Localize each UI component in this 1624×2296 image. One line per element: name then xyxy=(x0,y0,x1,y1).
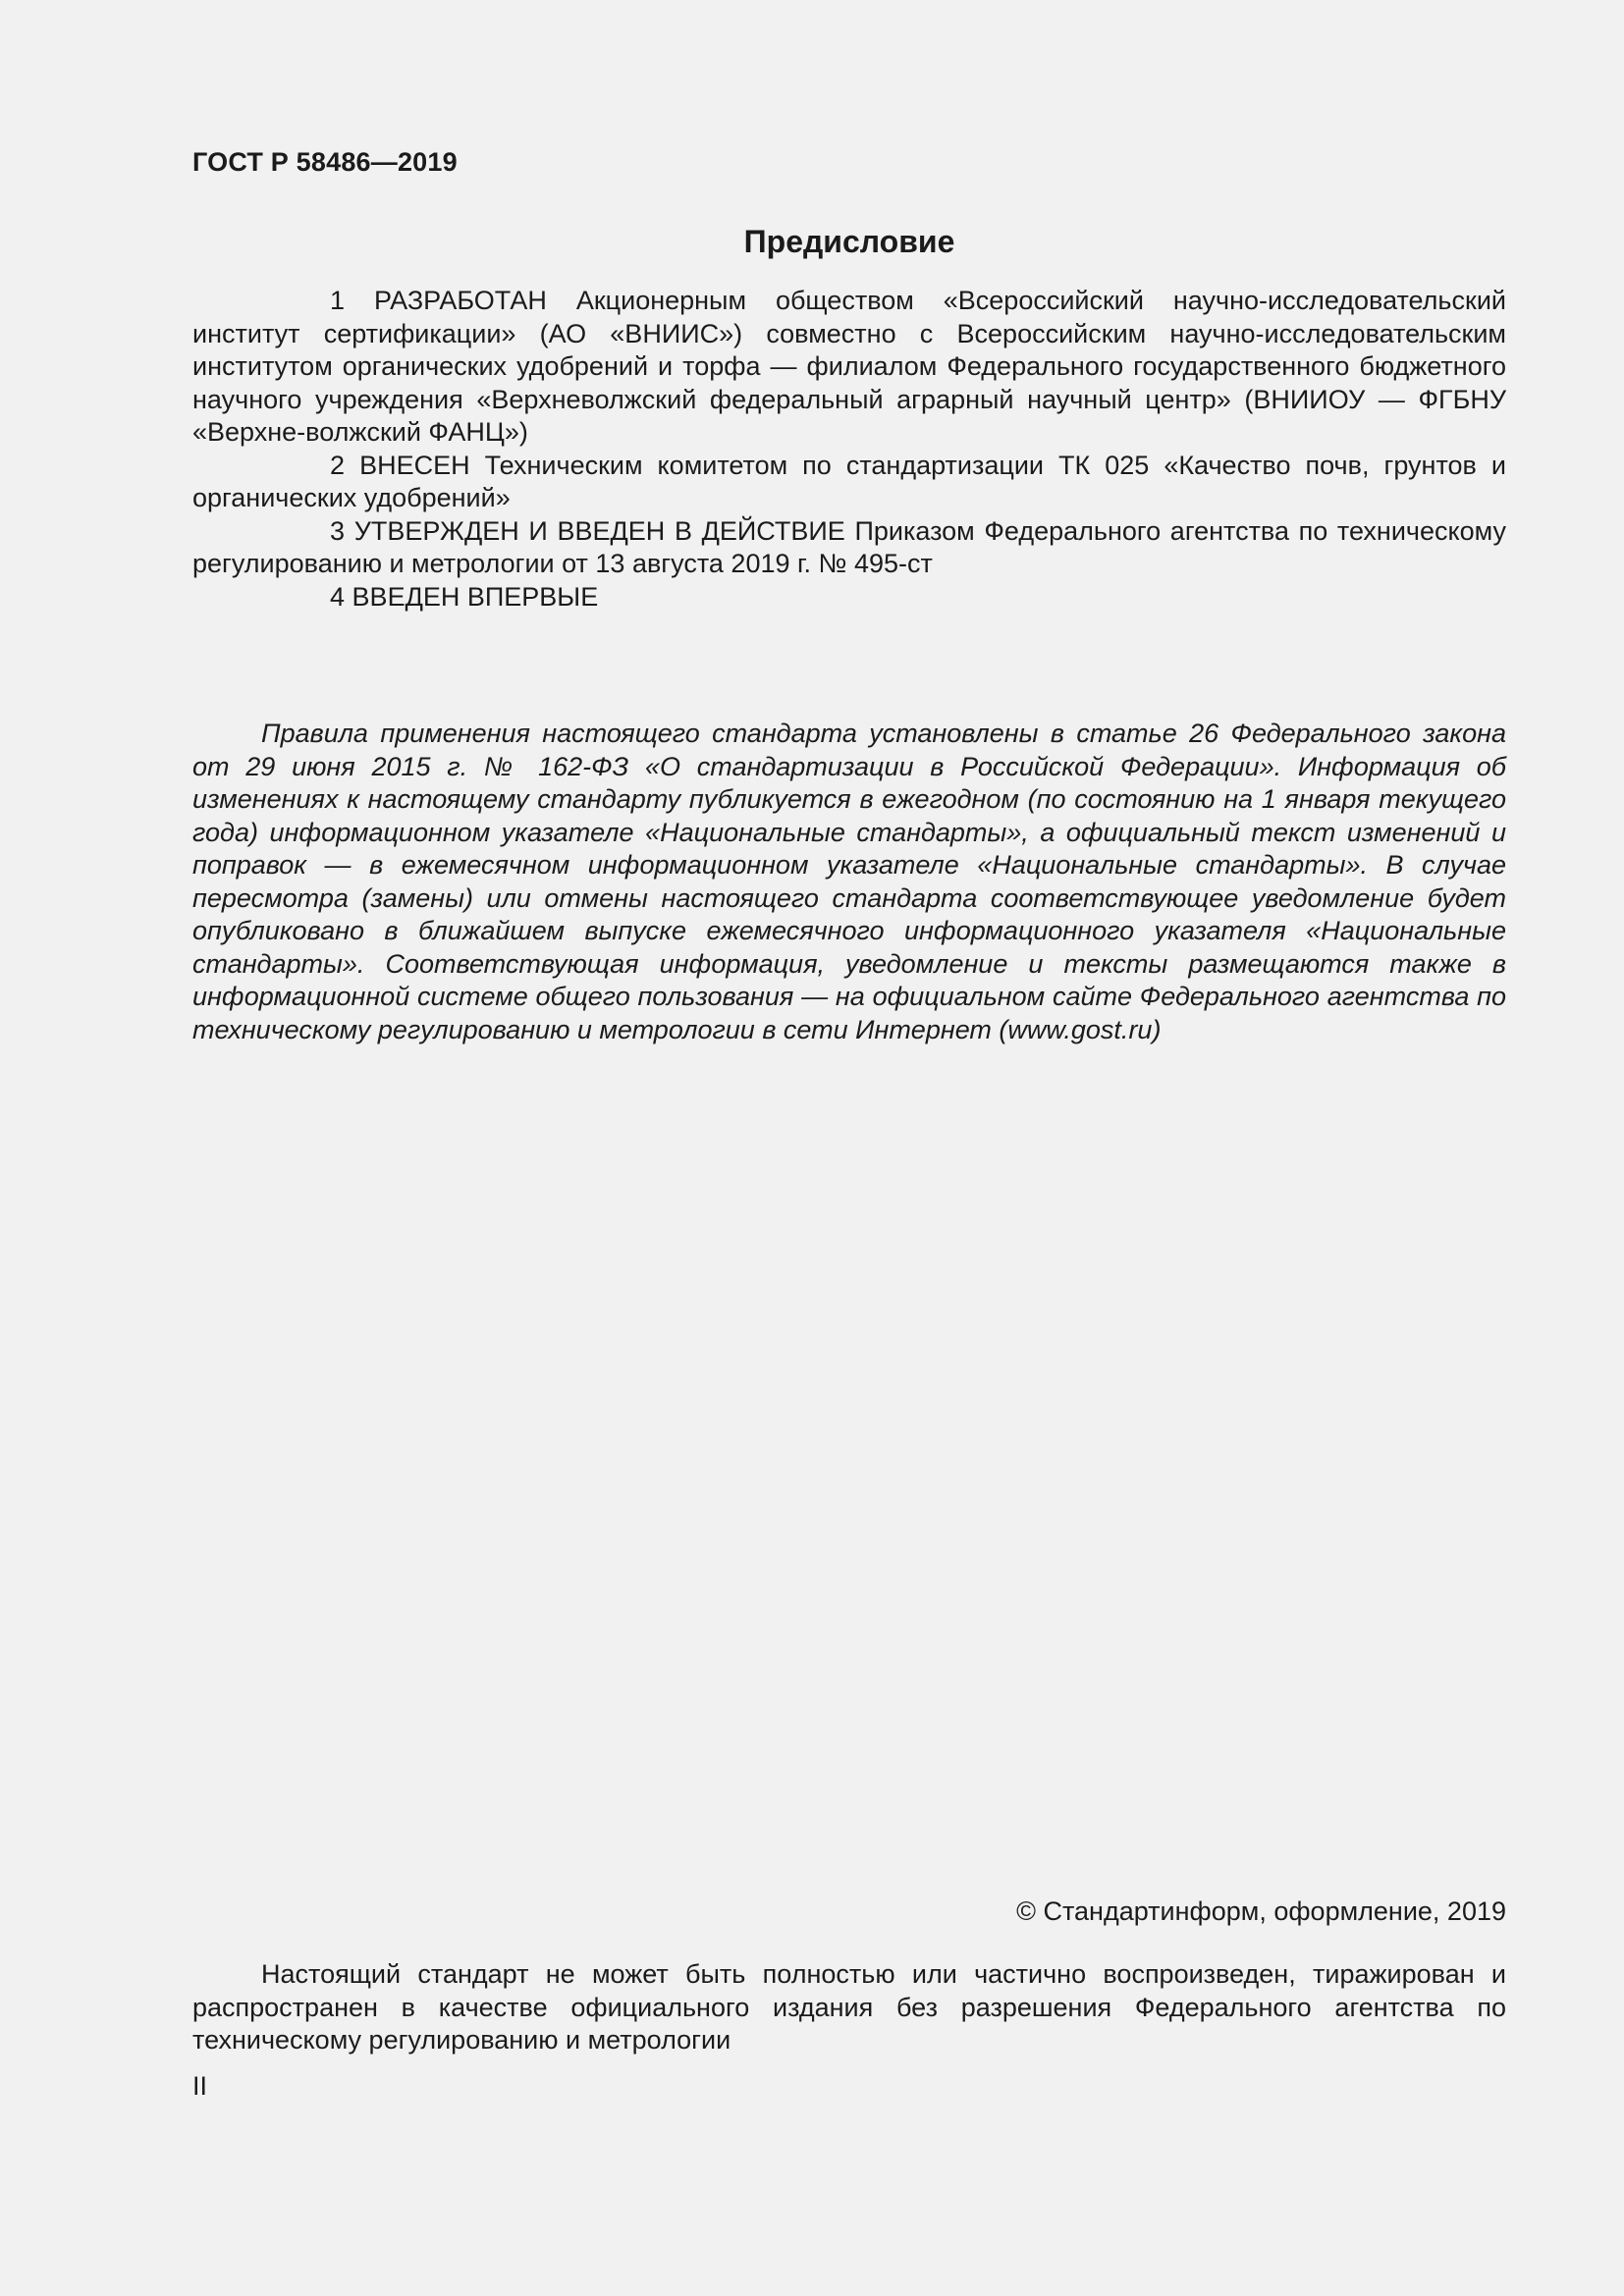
clause-text: ВНЕСЕН Техническим комитетом по стандартизации ТК 025 «Качество почв, грунтов и органических удобрений» xyxy=(192,450,1506,512)
clause-number: 1 xyxy=(330,286,346,315)
preface-clause-3 xyxy=(192,515,1506,581)
preface-clause-4 xyxy=(192,581,1506,614)
clause-text: РАЗРАБОТАН Акционерным обществом «Всероссийский научно-исследовательский институт сертификации» (АО «ВНИИС») совместно с Всероссийским научно-исследовательским институтом органических удобрений и торфа — филиалом Федерального государственного бюджетного научного учреждения «Верхневолжский федеральный аграрный научный центр» (ВНИИОУ — ФГБНУ «Верхне-волжский ФАНЦ») xyxy=(192,286,1506,447)
clause-number: 4 xyxy=(330,581,346,612)
standard-application-notice: Правила применения настоящего стандарта установлены в статье 26 Федерального закона от 29 июня 2015 г. № 162-ФЗ «О стандартизации в Российской Федерации». Информация об изменениях к настоящему стандарту публикуется в ежегодном (по состоянию на 1 января текущего года) информационном указателе «Национальные стандарты», а официальный текст изменений и поправок — в ежемесячном информационном указателе «Национальные стандарты». В случае пересмотра (замены) или отмены настоящего стандарта соответствующее уведомление будет опубликовано в ближайшем выпуске ежемесячного информационного указателя «Национальные стандарты». Соответствующая информация, уведомление и тексты размещаются также в информационной системе общего пользования — на официальном сайте Федерального агентства по техническому регулированию и метрологии в сети Интернет (www.gost.ru) xyxy=(192,719,1506,1044)
preface-clause-1 xyxy=(192,285,1506,450)
preface-clause-2 xyxy=(192,450,1506,515)
document-code-header: ГОСТ Р 58486—2019 xyxy=(192,147,458,177)
clause-text: УТВЕРЖДЕН И ВВЕДЕН В ДЕЙСТВИЕ Приказом Федерального агентства по техническому регулированию и метрологии от 13 августа 2019 г. № 495-ст xyxy=(192,515,1506,578)
reproduction-notice: Настоящий стандарт не может быть полностью или частично воспроизведен, тиражирован и распространен в качестве официального издания без разрешения Федерального агентства по техническому регулированию и метрологии xyxy=(192,1959,1506,2055)
clause-number: 3 xyxy=(330,515,346,546)
document-page xyxy=(192,0,1506,2296)
copyright-line: © Стандартинформ, оформление, 2019 xyxy=(1016,1896,1506,1926)
preface-title: Предисловие xyxy=(743,224,955,259)
preface-clauses xyxy=(192,285,1506,614)
clause-number: 2 xyxy=(330,450,346,480)
clause-text: ВВЕДЕН ВПЕРВЫЕ xyxy=(352,581,599,612)
page-number: II xyxy=(192,2071,208,2101)
